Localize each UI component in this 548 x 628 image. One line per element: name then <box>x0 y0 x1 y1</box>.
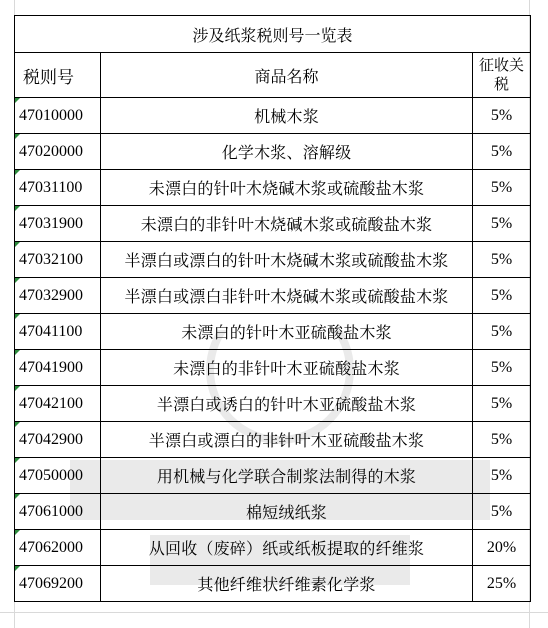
tariff-code-cell[interactable]: 47010000 <box>15 98 101 134</box>
tariff-rate-cell[interactable]: 25% <box>473 566 531 602</box>
tariff-code-cell[interactable]: 47061000 <box>15 494 101 530</box>
cell-warning-marker <box>15 386 20 391</box>
tariff-rate-cell[interactable]: 5% <box>473 242 531 278</box>
tariff-code-cell[interactable]: 47032100 <box>15 242 101 278</box>
cell-warning-marker <box>15 278 20 283</box>
tariff-rate-cell[interactable]: 5% <box>473 134 531 170</box>
table-row <box>15 458 531 494</box>
tariff-code-cell[interactable]: 47032900 <box>15 278 101 314</box>
product-name-cell[interactable]: 从回收（废碎）纸或纸板提取的纤维浆 <box>101 530 473 566</box>
product-name-cell[interactable]: 机械木浆 <box>101 98 473 134</box>
product-name-cell[interactable]: 半漂白或诱白的针叶木亚硫酸盐木浆 <box>101 386 473 422</box>
product-name-cell[interactable]: 未漂白的针叶木亚硫酸盐木浆 <box>101 314 473 350</box>
table-row <box>15 314 531 350</box>
product-name-cell[interactable]: 半漂白或漂白的非针叶木亚硫酸盐木浆 <box>101 422 473 458</box>
header-tariff-code[interactable]: 税则号 <box>15 53 101 98</box>
header-tariff-rate[interactable]: 征收关税 <box>473 53 531 98</box>
tariff-code-cell[interactable]: 47041100 <box>15 314 101 350</box>
tariff-code-cell[interactable]: 47050000 <box>15 458 101 494</box>
product-name-cell[interactable]: 棉短绒纸浆 <box>101 494 473 530</box>
cell-warning-marker <box>15 314 20 319</box>
product-name-cell[interactable]: 未漂白的非针叶木亚硫酸盐木浆 <box>101 350 473 386</box>
cell-warning-marker <box>15 566 20 571</box>
header-row <box>15 53 531 98</box>
grid-row-line <box>0 612 548 613</box>
table-row <box>15 422 531 458</box>
header-product-name[interactable]: 商品名称 <box>101 53 473 98</box>
tariff-code-cell[interactable]: 47041900 <box>15 350 101 386</box>
tariff-rate-cell[interactable]: 5% <box>473 98 531 134</box>
product-name-cell[interactable]: 未漂白的非针叶木烧碱木浆或硫酸盐木浆 <box>101 206 473 242</box>
tariff-code-cell[interactable]: 47062000 <box>15 530 101 566</box>
table-row <box>15 530 531 566</box>
product-name-cell[interactable]: 未漂白的针叶木烧碱木浆或硫酸盐木浆 <box>101 170 473 206</box>
tariff-code-cell[interactable]: 47031100 <box>15 170 101 206</box>
tariff-code-cell[interactable]: 47042900 <box>15 422 101 458</box>
table-row <box>15 278 531 314</box>
cell-warning-marker <box>15 350 20 355</box>
cell-warning-marker <box>15 530 20 535</box>
tariff-rate-cell[interactable]: 5% <box>473 458 531 494</box>
tariff-code-cell[interactable]: 47042100 <box>15 386 101 422</box>
tariff-rate-cell[interactable]: 5% <box>473 350 531 386</box>
table-body <box>15 98 531 602</box>
cell-warning-marker <box>15 494 20 499</box>
cell-warning-marker <box>15 170 20 175</box>
tariff-rate-cell[interactable]: 5% <box>473 278 531 314</box>
tariff-rate-cell[interactable]: 5% <box>473 314 531 350</box>
tariff-table <box>14 15 531 602</box>
cell-warning-marker <box>15 206 20 211</box>
table-row <box>15 98 531 134</box>
table-row <box>15 206 531 242</box>
table-row <box>15 170 531 206</box>
tariff-code-cell[interactable]: 47020000 <box>15 134 101 170</box>
cell-warning-marker <box>15 422 20 427</box>
tariff-code-cell[interactable]: 47069200 <box>15 566 101 602</box>
product-name-cell[interactable]: 用机械与化学联合制浆法制得的木浆 <box>101 458 473 494</box>
tariff-rate-cell[interactable]: 5% <box>473 386 531 422</box>
tariff-rate-cell[interactable]: 5% <box>473 170 531 206</box>
product-name-cell[interactable]: 化学木浆、溶解级 <box>101 134 473 170</box>
table-title[interactable]: 涉及纸浆税则号一览表 <box>15 16 531 53</box>
cell-warning-marker <box>15 98 20 103</box>
product-name-cell[interactable]: 半漂白或漂白的针叶木烧碱木浆或硫酸盐木浆 <box>101 242 473 278</box>
table-row <box>15 134 531 170</box>
table-row <box>15 386 531 422</box>
tariff-rate-cell[interactable]: 5% <box>473 494 531 530</box>
tariff-rate-cell[interactable]: 5% <box>473 422 531 458</box>
tariff-rate-cell[interactable]: 20% <box>473 530 531 566</box>
product-name-cell[interactable]: 其他纤维状纤维素化学浆 <box>101 566 473 602</box>
tariff-code-cell[interactable]: 47031900 <box>15 206 101 242</box>
cell-warning-marker <box>15 242 20 247</box>
table-row <box>15 566 531 602</box>
table-row <box>15 242 531 278</box>
tariff-rate-cell[interactable]: 5% <box>473 206 531 242</box>
cell-warning-marker <box>15 458 20 463</box>
product-name-cell[interactable]: 半漂白或漂白非针叶木烧碱木浆或硫酸盐木浆 <box>101 278 473 314</box>
cell-warning-marker <box>15 134 20 139</box>
table-row <box>15 494 531 530</box>
table-row <box>15 350 531 386</box>
